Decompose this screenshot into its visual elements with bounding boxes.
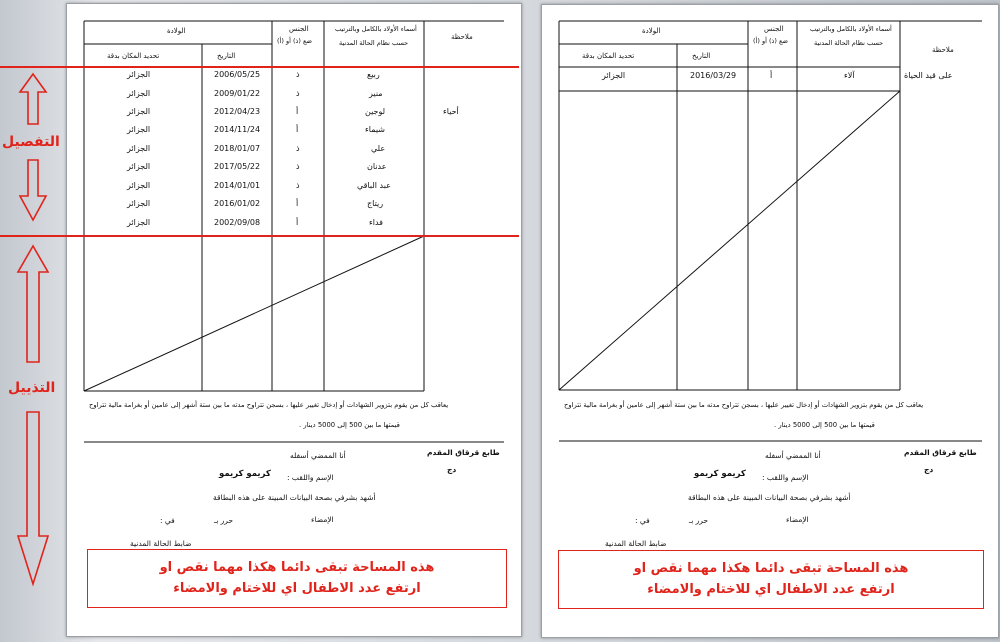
notes-value: على قيد الحياة <box>904 71 953 80</box>
on-label: في : <box>635 516 650 525</box>
stamp-label: طابع قرقاق المقدم <box>904 448 977 457</box>
name-value: كريمو كريمو <box>694 469 746 479</box>
header-names-2: حسب نظام الحالة المدنية <box>814 39 884 47</box>
arrow-down-icon <box>20 160 46 220</box>
header-sex: الجنس <box>289 25 309 33</box>
stamp-value: دج <box>447 465 457 474</box>
header-sex-sub: ضع (ذ) أو (أ) <box>277 37 312 45</box>
arrow-down-icon <box>18 412 48 584</box>
penalty-text-1: يعاقب كل من يقوم بتزوير الشهادات أو إدخال تغيير عليها ، بسجن تتراوح مدته ما بين ستة أشهر إلى عامين أو بغرامة مالية تتراوح <box>89 401 449 409</box>
annotation-note-line-1: هذه المساحة تبقى دائما هكذا مهما نقص او <box>159 560 435 576</box>
penalty-text-1: يعاقب كل من يقوم بتزوير الشهادات أو إدخال تغيير عليها ، بسجن تتراوح مدته ما بين ستة أشهر إلى عامين أو بغرامة مالية تتراوح <box>564 401 924 409</box>
family-card-left: الولادة تحديد المكان بدقة التاريخ الجنس ضع (ذ) أو (أ) أسماء الأولاد بالكامل وبالترتيب حسب نظام الحالة المدنية ملاحظة ربيع ذ 2006/05/25 الجزائر منير ذ 2009/01/22 الجزائر لوجين أ 2012/04/23 الجزائر شيماء أ 2014/11/24 الجزائر علي ذ 2018/01/07 الجزائر عدنان ذ 2017/05/22 الجزائر عبد الباقي ذ 2014/01/01 الجزائر ريتاج أ 2016/01/02 الجزائر فداء أ 2002/09/08 الجزائر أحياء يعاقب كل من يقوم بتزوير الشهادات أو إدخال تغيير عليها ، بسجن تتراوح مدته ما بين ستة أشهر إلى عامين أو بغرامة مالية تتراوح قيمتها ما بين 500 إلى 5000 دينار . طابع قرقاق المقدم دج أنا الممضي أسفله الإسم واللقب : كريمو كريمو أشهد بشرفي بصحة البيانات المبينة على هذه البطاقة الإمضاء حرر بـ في : ضابط الحالة المدنية هذه المساحة تبقى دائما هكذا مهما نقص او ارتفع عدد الاطفال اي للاختام والامضاء <box>66 3 522 637</box>
label-footer: التذييل <box>8 380 56 396</box>
family-card-right: الولادة تحديد المكان بدقة التاريخ الجنس ضع (ذ) أو (أ) أسماء الأولاد بالكامل وبالترتيب حسب نظام الحالة المدنية ملاحظة آلاء أ 2016/03/29 الجزائر على قيد الحياة يعاقب كل من يقوم بتزوير الشهادات أو إدخال تغيير عليها ، بسجن تتراوح مدته ما بين ستة أشهر إلى عامين أو بغرامة مالية تتراوح قيمتها ما بين 500 إلى 5000 دينار . طابع قرقاق المقدم دج أنا الممضي أسفله الإسم واللقب : كريمو كريمو أشهد بشرفي بصحة البيانات المبينة على هذه البطاقة الإمضاء حرر بـ في : ضابط الحالة المدنية هذه المساحة تبقى دائما هكذا مهما نقص او ارتفع عدد الاطفال اي للاختام والامضاء <box>541 4 999 638</box>
name-label: الإسم واللقب : <box>762 473 809 482</box>
penalty-text-2: قيمتها ما بين 500 إلى 5000 دينار . <box>774 421 875 429</box>
header-date: التاريخ <box>217 52 236 60</box>
arrow-up-icon <box>18 246 48 362</box>
name-label: الإسم واللقب : <box>287 473 334 482</box>
stamp-value: دج <box>924 465 934 474</box>
annotation-note-line-1: هذه المساحة تبقى دائما هكذا مهما نقص او <box>633 561 909 577</box>
header-sex-sub: ضع (ذ) أو (أ) <box>753 37 788 45</box>
certify-text: أشهد بشرفي بصحة البيانات المبينة على هذه البطاقة <box>688 493 851 502</box>
header-place: تحديد المكان بدقة <box>107 52 160 60</box>
header-sex: الجنس <box>764 25 784 33</box>
signature-label: الإمضاء <box>786 515 809 524</box>
header-names-2: حسب نظام الحالة المدنية <box>339 39 409 47</box>
header-names-1: أسماء الأولاد بالكامل وبالترتيب <box>810 25 892 33</box>
signer-title: أنا الممضي أسفله <box>765 451 821 460</box>
annotation-note-line-2: ارتفع عدد الاطفال اي للاختام والامضاء <box>647 581 895 597</box>
signature-label: الإمضاء <box>311 515 334 524</box>
on-label: في : <box>160 516 175 525</box>
name-value: كريمو كريمو <box>219 469 271 479</box>
label-details: التفصيل <box>2 134 60 150</box>
arrow-up-icon <box>20 74 46 124</box>
penalty-text-2: قيمتها ما بين 500 إلى 5000 دينار . <box>299 421 400 429</box>
header-place: تحديد المكان بدقة <box>582 52 635 60</box>
officer-label: ضابط الحالة المدنية <box>130 539 192 548</box>
certify-text: أشهد بشرفي بصحة البيانات المبينة على هذه البطاقة <box>213 493 376 502</box>
header-date: التاريخ <box>692 52 711 60</box>
header-notes: ملاحظة <box>932 46 954 54</box>
annotation-note-line-2: ارتفع عدد الاطفال اي للاختام والامضاء <box>173 580 421 596</box>
header-birth: الولادة <box>167 27 186 35</box>
stamp-label: طابع قرقاق المقدم <box>427 448 500 457</box>
header-names-1: أسماء الأولاد بالكامل وبالترتيب <box>335 25 417 33</box>
done-at-label: حرر بـ <box>689 516 709 525</box>
done-at-label: حرر بـ <box>214 516 234 525</box>
officer-label: ضابط الحالة المدنية <box>605 539 667 548</box>
header-notes: ملاحظة <box>451 33 473 41</box>
signer-title: أنا الممضي أسفله <box>290 451 346 460</box>
header-birth: الولادة <box>642 27 661 35</box>
notes-value: أحياء <box>443 107 459 116</box>
